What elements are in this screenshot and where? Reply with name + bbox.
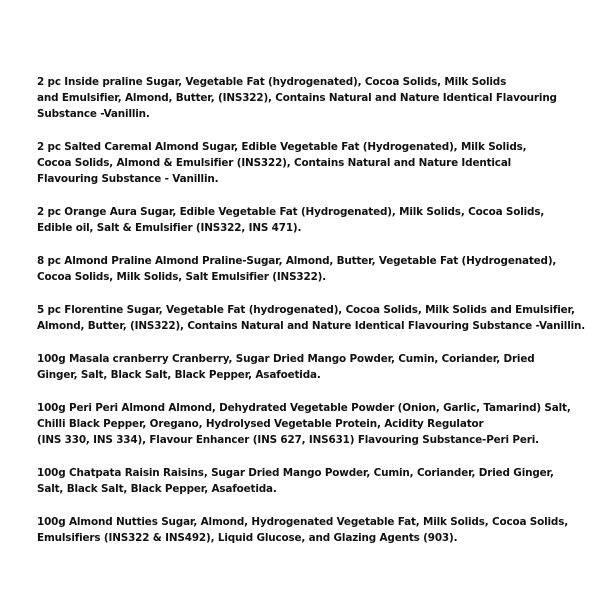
entry-line: Emulsifiers (INS322 & INS492), Liquid Glucose, and Glazing Agents (903). — [37, 532, 458, 544]
ingredients-list — [37, 74, 586, 563]
entry-line: Flavouring Substance - Vanillin. — [37, 173, 219, 185]
ingredient-entry-inside-praline — [37, 74, 582, 122]
entry-line: Substance -Vanillin. — [37, 108, 150, 120]
ingredient-entry-masala-cranberry — [37, 351, 582, 383]
entry-line: Cocoa Solids, Almond & Emulsifier (INS322), Contains Natural and Nature Identical — [37, 157, 512, 169]
entry-line: and Emulsifier, Almond, Butter, (INS322), Contains Natural and Nature Identical Flavouring — [37, 92, 557, 104]
entry-line: Salt, Black Salt, Black Pepper, Asafoetida. — [37, 483, 277, 495]
entry-line: 2 pc Salted Caremal Almond Sugar, Edible Vegetable Fat (Hydrogenated), Milk Solids, — [37, 141, 527, 153]
ingredient-entry-almond-nutties — [37, 514, 582, 546]
entry-line: 100g Peri Peri Almond Almond, Dehydrated Vegetable Powder (Onion, Garlic, Tamarind) Salt, — [37, 402, 571, 414]
ingredient-entry-salted-caremal — [37, 139, 582, 187]
ingredient-entry-peri-peri-almond — [37, 400, 582, 448]
ingredient-entry-almond-praline — [37, 253, 582, 285]
entry-line: 2 pc Orange Aura Sugar, Edible Vegetable Fat (Hydrogenated), Milk Solids, Cocoa Solids, — [37, 206, 545, 218]
entry-line: 100g Almond Nutties Sugar, Almond, Hydrogenated Vegetable Fat, Milk Solids, Cocoa Solids, — [37, 516, 569, 528]
entry-line: Cocoa Solids, Milk Solids, Salt Emulsifier (INS322). — [37, 271, 327, 283]
entry-line: Chilli Black Pepper, Oregano, Hydrolysed Vegetable Protein, Acidity Regulator — [37, 418, 484, 430]
entry-line: 5 pc Florentine Sugar, Vegetable Fat (hydrogenated), Cocoa Solids, Milk Solids and Emulsifier, — [37, 304, 575, 316]
entry-line: 8 pc Almond Praline Almond Praline-Sugar, Almond, Butter, Vegetable Fat (Hydrogenated), — [37, 255, 557, 267]
entry-line: Ginger, Salt, Black Salt, Black Pepper, Asafoetida. — [37, 369, 321, 381]
entry-line: Edible oil, Salt & Emulsifier (INS322, INS 471). — [37, 222, 302, 234]
entry-line: (INS 330, INS 334), Flavour Enhancer (INS 627, INS631) Flavouring Substance-Peri Peri. — [37, 434, 539, 446]
entry-line: Almond, Butter, (INS322), Contains Natural and Nature Identical Flavouring Substance -Vanillin. — [37, 320, 586, 332]
entry-line: 2 pc Inside praline Sugar, Vegetable Fat (hydrogenated), Cocoa Solids, Milk Solids — [37, 76, 507, 88]
entry-line: 100g Chatpata Raisin Raisins, Sugar Dried Mango Powder, Cumin, Coriander, Dried Ginger, — [37, 467, 554, 479]
ingredient-entry-orange-aura — [37, 204, 582, 236]
ingredient-entry-florentine — [37, 302, 586, 334]
entry-line: 100g Masala cranberry Cranberry, Sugar Dried Mango Powder, Cumin, Coriander, Dried — [37, 353, 535, 365]
ingredient-entry-chatpata-raisin — [37, 465, 582, 497]
